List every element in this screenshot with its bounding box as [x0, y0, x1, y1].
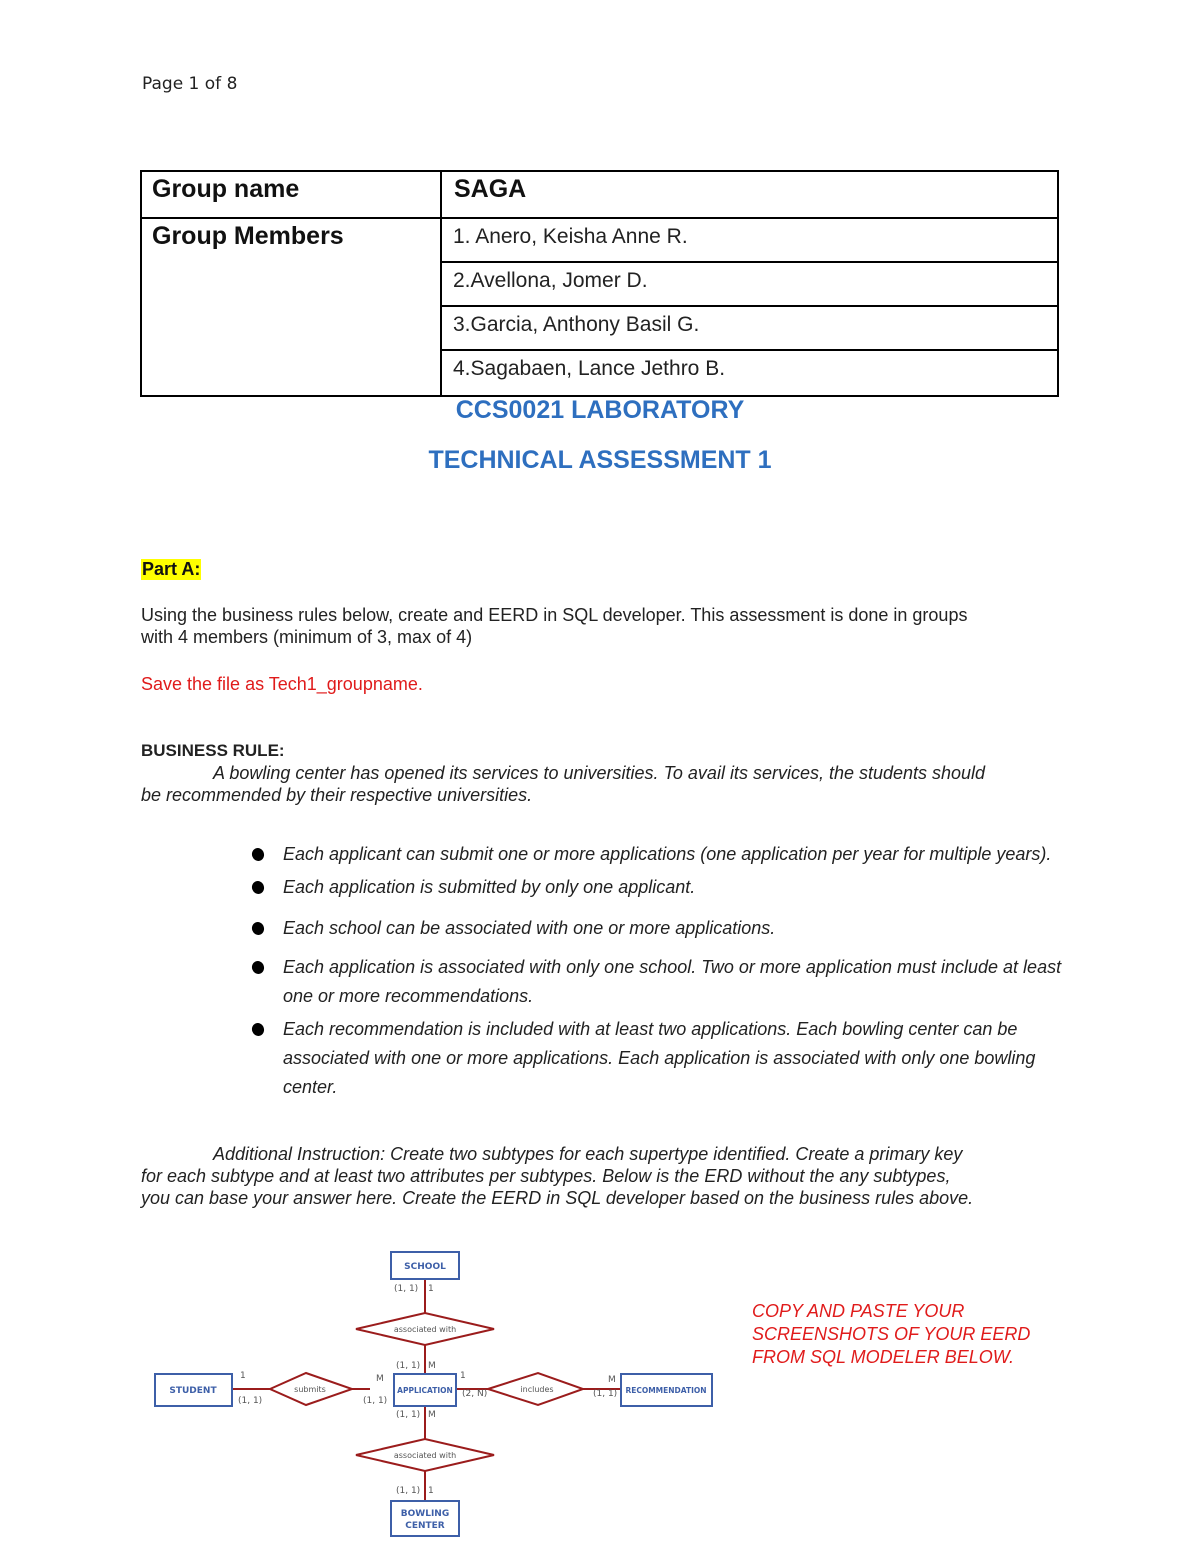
bullet-icon — [250, 920, 266, 936]
business-rule-intro-line-1: A bowling center has opened its services to universities. To avail its services, the students should — [213, 763, 986, 783]
group-members-label: Group Members — [152, 222, 344, 250]
part-a-label: Part A: — [142, 559, 201, 579]
instructions-line-2: with 4 members (minimum of 3, max of 4) — [141, 627, 473, 647]
card-rec-m: M — [608, 1375, 616, 1385]
card-app-top-m: M — [428, 1361, 436, 1371]
group-name-label: Group name — [152, 175, 300, 203]
card-school-one: 1 — [428, 1284, 434, 1294]
card-app-top-min-max: (1, 1) — [396, 1361, 421, 1371]
bullet-icon — [250, 846, 266, 862]
bullet-icon — [250, 959, 266, 975]
rule-item — [250, 914, 1070, 943]
additional-instruction-line-2: for each subtype and at least two attributes per subtypes. Below is the ERD without the any subtypes, — [141, 1166, 951, 1186]
group-name-value-cell — [440, 170, 1059, 219]
business-rule-intro — [141, 762, 1071, 806]
additional-instruction-line-3: you can base your answer here. Create the EERD in SQL developer based on the business rules above. — [141, 1188, 974, 1208]
entity-school-label: SCHOOL — [404, 1262, 446, 1272]
rule-item — [250, 840, 1070, 869]
group-member-2: 2.Avellona, Jomer D. — [442, 263, 1057, 307]
rule-text: Each applicant can submit one or more applications (one application per year for multiple years). — [283, 844, 1052, 864]
group-name-value: SAGA — [454, 175, 527, 203]
additional-instruction-line-1: Additional Instruction: Create two subtypes for each supertype identified. Create a primary key — [213, 1144, 963, 1164]
group-members-label-cell — [140, 219, 440, 397]
instructions-line-1: Using the business rules below, create and EERD in SQL developer. This assessment is done in groups — [141, 605, 968, 625]
card-app-left-min-max: (1, 1) — [363, 1396, 388, 1406]
rule-item — [250, 873, 1070, 902]
note-line-2: SCREENSHOTS OF YOUR EERD — [752, 1324, 1031, 1344]
card-bowling-one: 1 — [428, 1486, 434, 1496]
card-student-one: 1 — [240, 1371, 246, 1381]
save-note: Save the file as Tech1_groupname. — [141, 674, 423, 694]
erd-diagram — [150, 1245, 720, 1540]
card-rec-min-max: (1, 1) — [593, 1389, 618, 1399]
entity-recommendation-label: RECOMMENDATION — [625, 1386, 707, 1395]
bullet-icon — [250, 1021, 266, 1037]
entity-application-label: APPLICATION — [397, 1386, 453, 1395]
business-rule-list — [250, 840, 1070, 1102]
card-app-bottom-min-max: (1, 1) — [396, 1410, 421, 1420]
card-app-left-m: M — [376, 1374, 384, 1384]
rel-bowling-associated-with-label: associated with — [393, 1451, 457, 1460]
rel-school-associated-with-label: associated with — [393, 1325, 457, 1334]
card-school-min-max: (1, 1) — [394, 1284, 419, 1294]
business-rule-heading: BUSINESS RULE: — [141, 741, 285, 760]
group-member-3: 3.Garcia, Anthony Basil G. — [442, 307, 1057, 351]
group-name-label-cell — [140, 170, 440, 219]
card-bowling-min-max: (1, 1) — [396, 1486, 421, 1496]
rule-item — [250, 953, 1070, 1011]
card-app-right-one: 1 — [460, 1371, 466, 1381]
additional-instruction — [141, 1143, 1071, 1209]
note-line-1: COPY AND PASTE YOUR — [752, 1301, 965, 1321]
card-student-min-max: (1, 1) — [238, 1396, 263, 1406]
rule-text: Each application is submitted by only one applicant. — [283, 877, 696, 897]
card-app-bottom-m: M — [428, 1410, 436, 1420]
entity-bowling-center-label-1: BOWLING — [400, 1509, 450, 1519]
group-member-1: 1. Anero, Keisha Anne R. — [442, 219, 1057, 263]
group-info-table — [140, 170, 1059, 397]
page-number: Page 1 of 8 — [142, 74, 238, 94]
rule-text: Each recommendation is included with at least two applications. Each bowling center can be associated with one or more applications. Each application is associated with only one bowling center. — [283, 1019, 1036, 1097]
entity-bowling-center-label-2: CENTER — [405, 1521, 445, 1531]
group-members-value-cell — [440, 219, 1059, 397]
rule-text: Each school can be associated with one or more applications. — [283, 918, 776, 938]
business-rule-intro-line-2: be recommended by their respective universities. — [141, 785, 533, 805]
rel-includes-label: includes — [520, 1385, 554, 1394]
group-member-4: 4.Sagabaen, Lance Jethro B. — [453, 357, 726, 380]
bullet-icon — [250, 879, 266, 895]
course-title: CCS0021 LABORATORY — [455, 396, 745, 424]
card-app-right-min-max: (2, N) — [462, 1389, 488, 1399]
screenshot-instruction-note — [752, 1300, 1072, 1369]
rel-submits-label: submits — [294, 1385, 326, 1394]
part-a-instructions — [141, 604, 967, 648]
rule-text: Each application is associated with only one school. Two or more application must include at least one or more recommendations. — [283, 957, 1062, 1006]
note-line-3: FROM SQL MODELER BELOW. — [752, 1347, 1015, 1367]
entity-student-label: STUDENT — [169, 1386, 217, 1396]
assessment-title: TECHNICAL ASSESSMENT 1 — [428, 446, 772, 474]
rule-item — [250, 1015, 1070, 1102]
